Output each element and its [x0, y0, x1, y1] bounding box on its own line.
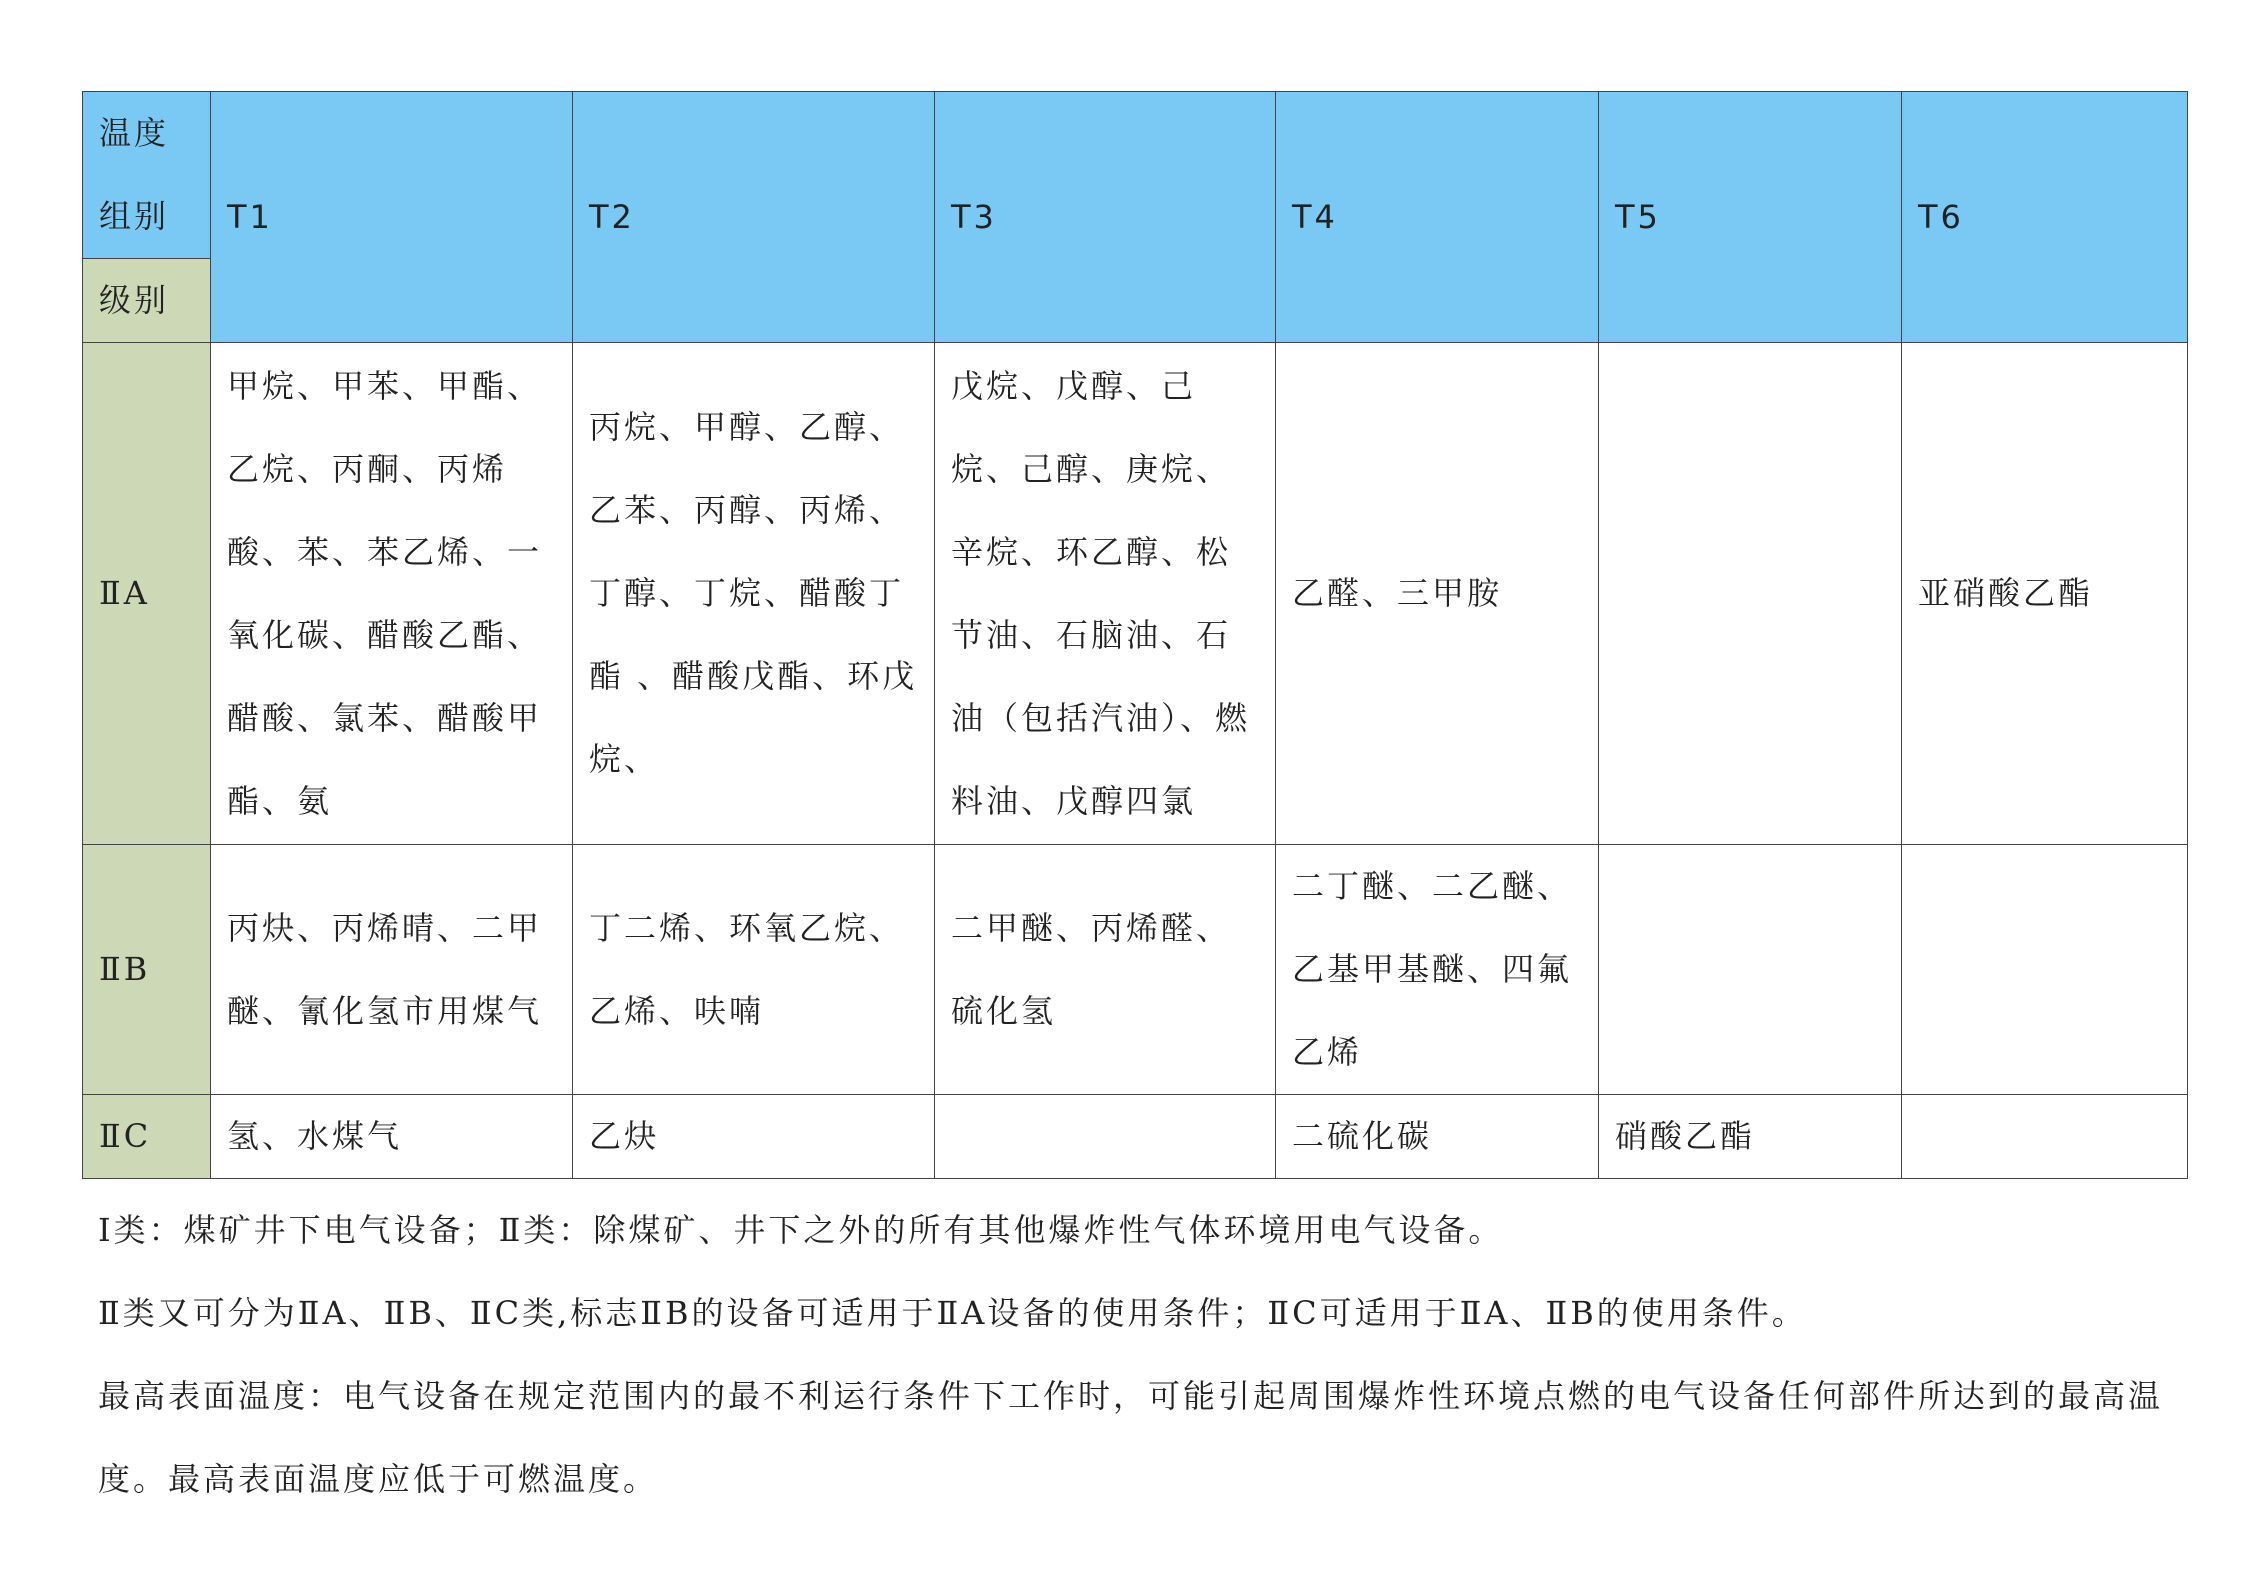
level-cell: ⅡC: [83, 1095, 211, 1179]
table-cell: 戊烷、戊醇、己烷、己醇、庚烷、辛烷、环乙醇、松节油、石脑油、石油（包括汽油）、燃料油、戊醇四氯: [935, 343, 1276, 845]
column-header-t3: T3: [935, 92, 1276, 343]
table-row: [83, 845, 2188, 1095]
column-header-t1: T1: [211, 92, 573, 343]
column-header-t4: T4: [1276, 92, 1599, 343]
table-row: [83, 343, 2188, 845]
table-cell: 乙醛、三甲胺: [1276, 343, 1599, 845]
note-paragraph: 最高表面温度：电气设备在规定范围内的最不利运行条件下工作时，可能引起周围爆炸性环境点燃的电气设备任何部件所达到的最高温度。最高表面温度应低于可燃温度。: [98, 1377, 2164, 1498]
column-header-t6: T6: [1902, 92, 2188, 343]
table-cell: [1599, 343, 1902, 845]
table-cell: 二甲醚、丙烯醛、硫化氢: [935, 845, 1276, 1095]
level-label: 级别: [83, 259, 211, 343]
table-cell: [1599, 845, 1902, 1095]
table-cell: 氢、水煤气: [211, 1095, 573, 1179]
explosion-group-table: [82, 91, 2188, 1179]
level-cell: ⅡA: [83, 343, 211, 845]
table-cell: [1902, 1095, 2188, 1179]
note-paragraph: Ⅰ类：煤矿井下电气设备；Ⅱ类：除煤矿、井下之外的所有其他爆炸性气体环境用电气设备。: [98, 1211, 1504, 1249]
table-cell: 乙炔: [573, 1095, 935, 1179]
table-row: [83, 1095, 2188, 1179]
table-cell: 亚硝酸乙酯: [1902, 343, 2188, 845]
table-cell: 硝酸乙酯: [1599, 1095, 1902, 1179]
temperature-group-label: 温度组别: [83, 92, 211, 259]
table-header-row: [83, 92, 2188, 259]
column-header-t5: T5: [1599, 92, 1902, 343]
notes-section: [98, 1189, 2188, 1521]
table-cell: [935, 1095, 1276, 1179]
note-paragraph: Ⅱ类又可分为ⅡA、ⅡB、ⅡC类,标志ⅡB的设备可适用于ⅡA设备的使用条件；ⅡC可适用于ⅡA、ⅡB的使用条件。: [98, 1294, 1807, 1332]
table-cell: 二丁醚、二乙醚、乙基甲基醚、四氟乙烯: [1276, 845, 1599, 1095]
table-cell: 甲烷、甲苯、甲酯、乙烷、丙酮、丙烯酸、苯、苯乙烯、一氧化碳、醋酸乙酯、醋酸、氯苯、醋酸甲酯、氨: [211, 343, 573, 845]
table-cell: 丙炔、丙烯晴、二甲醚、氰化氢市用煤气: [211, 845, 573, 1095]
level-cell: ⅡB: [83, 845, 211, 1095]
table-cell: [1902, 845, 2188, 1095]
table-cell: 二硫化碳: [1276, 1095, 1599, 1179]
column-header-t2: T2: [573, 92, 935, 343]
table-cell: 丙烷、甲醇、乙醇、乙苯、丙醇、丙烯、丁醇、丁烷、醋酸丁酯 、醋酸戊酯、环戊烷、: [573, 343, 935, 845]
table-cell: 丁二烯、环氧乙烷、乙烯、呋喃: [573, 845, 935, 1095]
